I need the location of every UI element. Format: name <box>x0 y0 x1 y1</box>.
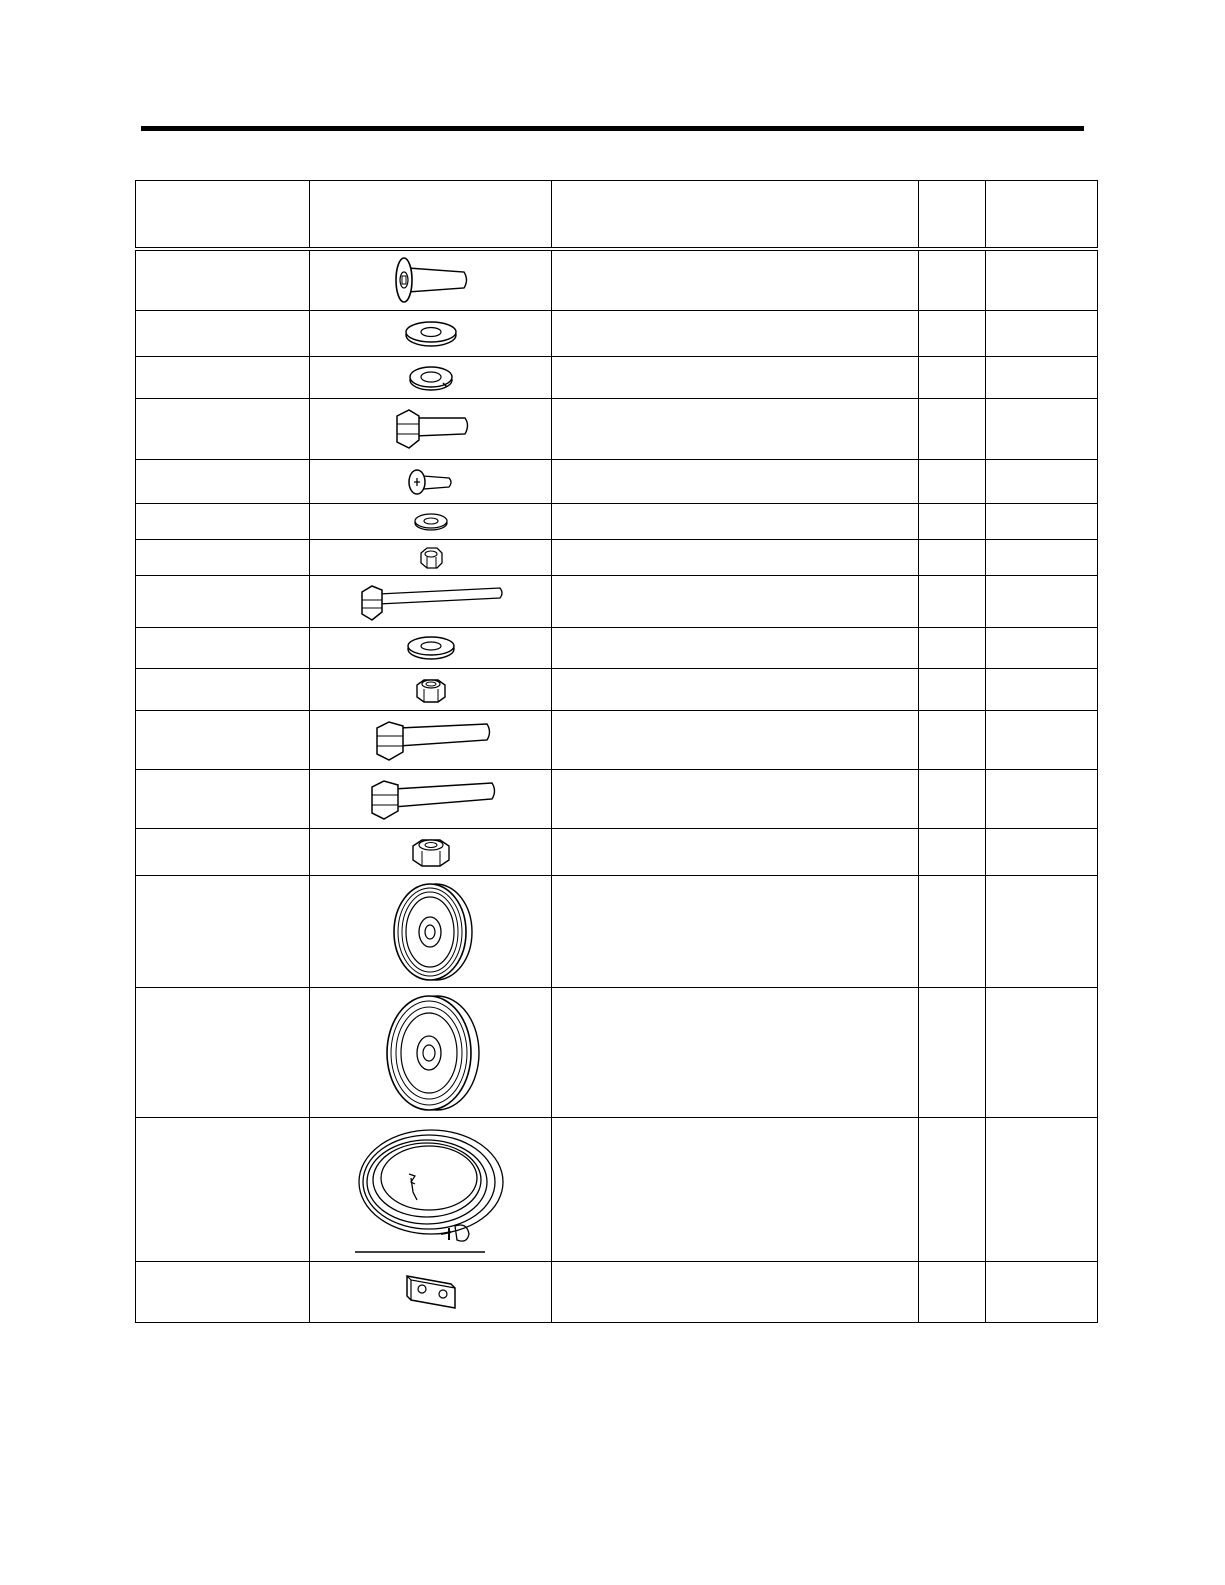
description-cell <box>552 249 919 311</box>
qty-cell <box>919 249 986 311</box>
illustration-cell <box>310 770 552 829</box>
part-no-cell <box>986 829 1098 876</box>
hex-bolt-icon <box>364 775 498 823</box>
table-row <box>136 988 1098 1118</box>
header-key-no <box>136 181 310 249</box>
illustration-cell <box>310 876 552 988</box>
table-row <box>136 504 1098 540</box>
header-qty <box>919 181 986 249</box>
table-row <box>136 628 1098 669</box>
header-description <box>552 181 919 249</box>
illustration-cell <box>310 249 552 311</box>
key-cell <box>136 399 310 460</box>
illustration-cell <box>310 311 552 357</box>
qty-cell <box>919 770 986 829</box>
large-pulley-icon <box>379 992 483 1114</box>
key-cell <box>136 988 310 1118</box>
illustration-cell <box>310 399 552 460</box>
key-cell <box>136 357 310 399</box>
illustration-cell <box>310 1118 552 1262</box>
part-no-cell <box>986 540 1098 576</box>
description-cell <box>552 770 919 829</box>
description-cell <box>552 711 919 770</box>
description-cell <box>552 988 919 1118</box>
illustration-cell <box>310 1262 552 1323</box>
table-row <box>136 399 1098 460</box>
description-cell <box>552 1262 919 1323</box>
split-lock-washer-icon <box>403 362 459 394</box>
key-cell <box>136 1262 310 1323</box>
qty-cell <box>919 628 986 669</box>
key-cell <box>136 504 310 540</box>
description-cell <box>552 311 919 357</box>
key-cell <box>136 576 310 628</box>
long-hex-bolt-icon <box>356 580 506 624</box>
part-no-cell <box>986 876 1098 988</box>
qty-cell <box>919 504 986 540</box>
hex-bolt-icon <box>389 406 473 452</box>
illustration-cell <box>310 357 552 399</box>
illustration-cell <box>310 829 552 876</box>
part-no-cell <box>986 357 1098 399</box>
table-row <box>136 311 1098 357</box>
illustration-cell <box>310 669 552 711</box>
qty-cell <box>919 669 986 711</box>
small-hex-nut-icon <box>417 545 445 571</box>
part-no-cell <box>986 1118 1098 1262</box>
table-row <box>136 711 1098 770</box>
key-cell <box>136 711 310 770</box>
description-cell <box>552 504 919 540</box>
part-no-cell <box>986 711 1098 770</box>
description-cell <box>552 829 919 876</box>
illustration-cell <box>310 504 552 540</box>
table-row <box>136 669 1098 711</box>
phillips-pan-head-screw-icon <box>403 465 459 499</box>
illustration-cell <box>310 460 552 504</box>
key-cell <box>136 628 310 669</box>
nylon-lock-nut-icon <box>409 835 453 869</box>
key-cell <box>136 249 310 311</box>
pulley-icon <box>386 880 476 984</box>
table-row <box>136 876 1098 988</box>
small-washer-icon <box>411 511 451 533</box>
title-rule <box>141 126 1084 131</box>
key-cell <box>136 829 310 876</box>
part-no-cell <box>986 988 1098 1118</box>
table-row <box>136 357 1098 399</box>
part-no-cell <box>986 669 1098 711</box>
table-row <box>136 1118 1098 1262</box>
coiled-cable-icon <box>351 1122 511 1258</box>
nylon-lock-nut-icon <box>413 675 449 705</box>
qty-cell <box>919 988 986 1118</box>
description-cell <box>552 628 919 669</box>
table-row <box>136 829 1098 876</box>
description-cell <box>552 669 919 711</box>
qty-cell <box>919 1118 986 1262</box>
flat-washer-icon <box>401 318 461 350</box>
description-cell <box>552 540 919 576</box>
qty-cell <box>919 311 986 357</box>
qty-cell <box>919 711 986 770</box>
qty-cell <box>919 357 986 399</box>
qty-cell <box>919 1262 986 1323</box>
qty-cell <box>919 540 986 576</box>
illustration-cell <box>310 711 552 770</box>
part-no-cell <box>986 1262 1098 1323</box>
illustration-cell <box>310 576 552 628</box>
qty-cell <box>919 399 986 460</box>
description-cell <box>552 576 919 628</box>
two-hole-plate-icon <box>403 1272 459 1312</box>
part-no-cell <box>986 399 1098 460</box>
key-cell <box>136 876 310 988</box>
flat-washer-icon <box>403 633 459 663</box>
header-illustration <box>310 181 552 249</box>
table-row <box>136 249 1098 311</box>
header-part-no <box>986 181 1098 249</box>
illustration-cell <box>310 988 552 1118</box>
part-no-cell <box>986 628 1098 669</box>
part-no-cell <box>986 311 1098 357</box>
flat-head-socket-screw-icon <box>386 254 476 306</box>
key-cell <box>136 311 310 357</box>
description-cell <box>552 1118 919 1262</box>
key-cell <box>136 770 310 829</box>
table-row <box>136 460 1098 504</box>
illustration-cell <box>310 628 552 669</box>
key-cell <box>136 460 310 504</box>
key-cell <box>136 1118 310 1262</box>
description-cell <box>552 357 919 399</box>
qty-cell <box>919 460 986 504</box>
key-cell <box>136 540 310 576</box>
description-cell <box>552 399 919 460</box>
table-row <box>136 770 1098 829</box>
hex-bolt-icon <box>369 716 493 764</box>
illustration-cell <box>310 540 552 576</box>
part-no-cell <box>986 770 1098 829</box>
description-cell <box>552 876 919 988</box>
table-row <box>136 1262 1098 1323</box>
parts-table <box>135 180 1098 1323</box>
part-no-cell <box>986 249 1098 311</box>
qty-cell <box>919 876 986 988</box>
part-no-cell <box>986 460 1098 504</box>
qty-cell <box>919 829 986 876</box>
key-cell <box>136 669 310 711</box>
table-row <box>136 576 1098 628</box>
qty-cell <box>919 576 986 628</box>
table-row <box>136 540 1098 576</box>
description-cell <box>552 460 919 504</box>
part-no-cell <box>986 504 1098 540</box>
part-no-cell <box>986 576 1098 628</box>
table-header-row <box>136 181 1098 249</box>
